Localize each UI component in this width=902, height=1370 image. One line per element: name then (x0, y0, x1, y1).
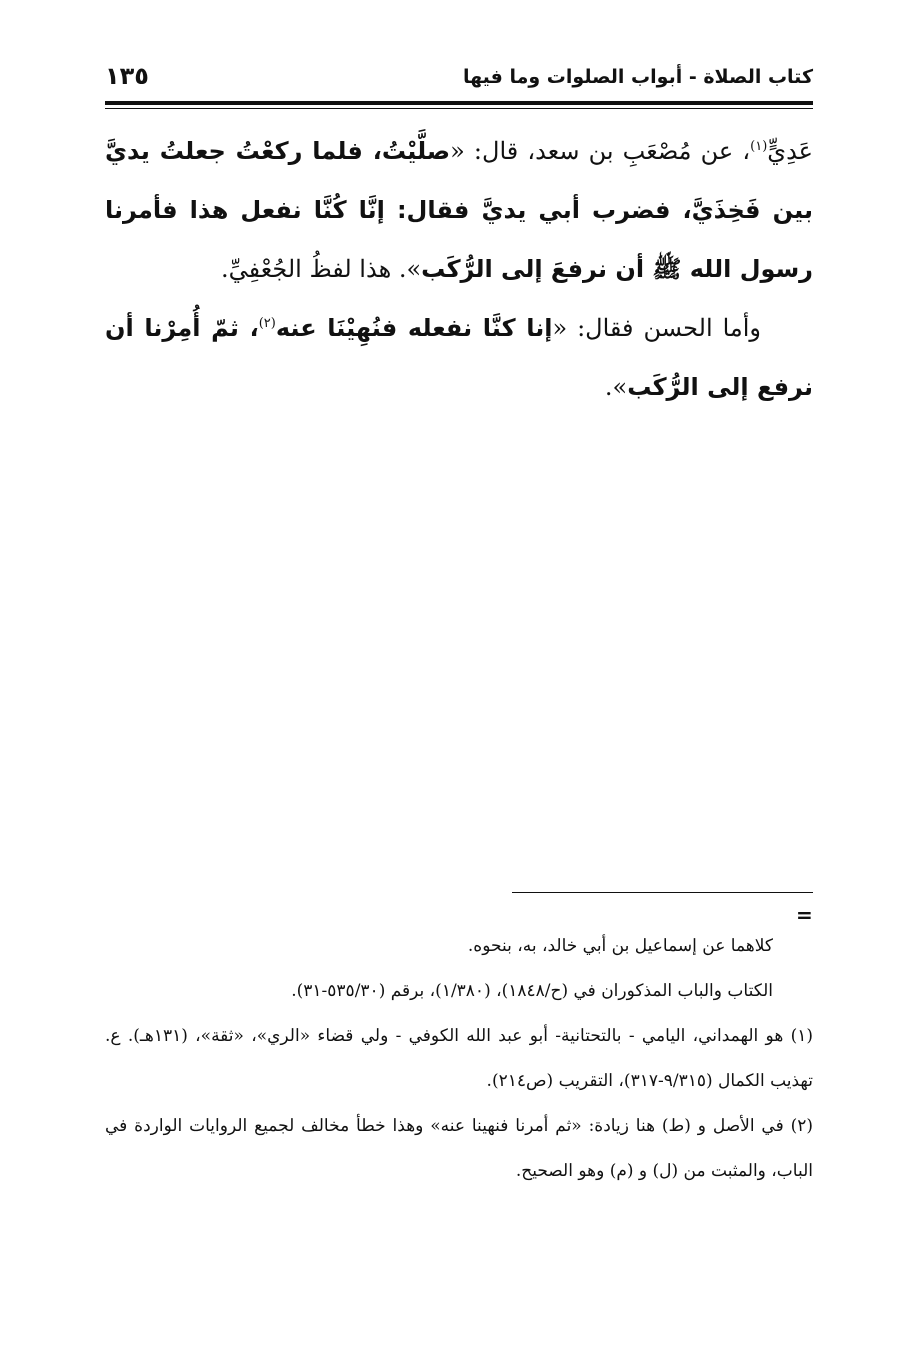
page-number: ١٣٥ (105, 62, 149, 90)
paragraph-2-intro: وأما الحسن فقال: « (552, 314, 761, 342)
footnotes (105, 924, 813, 1194)
running-header (105, 58, 813, 98)
main-text (105, 122, 813, 417)
header-rule-thick (105, 101, 813, 105)
paragraph-1-quote: صلَّيْتُ، فلما ركعْتُ جعلتُ يديَّ بين فَخِذَيَّ، فضرب أبي يديَّ فقال: إنَّا كُنَّا نفعل هذا فأمرنا رسول الله ﷺ أن نرفعَ إلى الرُّكَب (105, 137, 813, 283)
paragraph-1-outro: ». هذا لفظُ الجُعْفِيِّ. (220, 255, 422, 283)
footnote-1: (١) هو الهمداني، اليامي - بالتحتانية- أبو عبد الله الكوفي - ولي قضاء «الري»، «ثقة»، (١٣١هـ). ع. تهذيب الكمال (٩/٣١٥-٣١٧)، التقريب (ص٢١٤). (105, 1026, 814, 1091)
footnote-continued-line-1: كلاهما عن إسماعيل بن أبي خالد، به، بنحوه. (467, 936, 773, 956)
footnote-ref-2: (٢) (258, 316, 276, 331)
header-rule-thin (105, 108, 813, 109)
paragraph-1-narrator: ، عن مُصْعَبِ بن سعد، قال: « (450, 137, 751, 165)
paragraph-2-quote-part2: ، ثمّ أُمِرْنا أن نرفع إلى الرُّكَب (105, 314, 813, 401)
paragraph-2 (105, 299, 813, 417)
footnote-continued-mark: = (796, 903, 813, 927)
paragraph-1 (105, 122, 813, 299)
footnote-continued-line-2: الكتاب والباب المذكوران في (ح/١٨٤٨)، (١/٣٨٠)، برقم (٥٣٥/٣٠-٣١). (291, 981, 773, 1001)
footnote-ref-1: (١) (750, 139, 768, 154)
header-title: كتاب الصلاة - أبواب الصلوات وما فيها (462, 66, 813, 88)
paragraph-1-intro: عَدِيٍّ (767, 137, 813, 165)
paragraph-2-quote-part1: إنا كنَّا نفعله فنُهِيْنَا عنه (275, 314, 553, 342)
footnote-2: (٢) في الأصل و (ط) هنا زيادة: «ثم أمرنا فنهينا عنه» وهذا خطأ مخالف لجميع الروايات الواردة في الباب، والمثبت من (ل) و (م) وهو الصحيح. (105, 1116, 813, 1181)
paragraph-2-outro: ». (604, 373, 628, 401)
footnote-separator (512, 892, 813, 893)
